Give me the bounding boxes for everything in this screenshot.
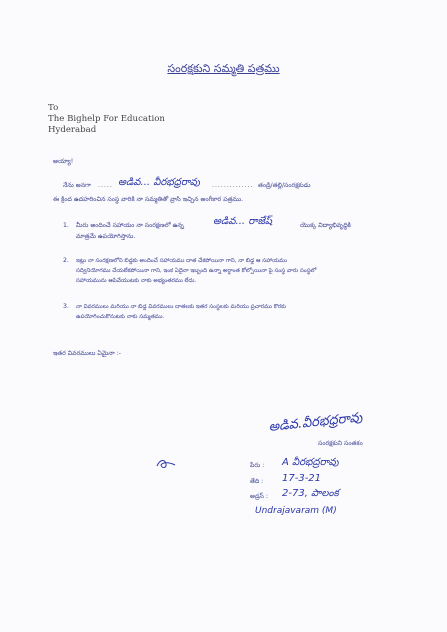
item-1-text-pre: మీరు అందించే సహాయం నా సంరక్షణలో ఉన్న [76, 222, 184, 229]
recipient-to: To [48, 103, 59, 113]
intro-dots-left: ..... [98, 182, 113, 189]
item-2-line-2: సద్వినియోగము చేయలేకపోయినా గాని, ఇంక ఏదైనా ఇబ్బంది ఉన్నా అర్థాంత కోల్పోయినా పై సంస్థ వారు సంస్థలో [76, 268, 317, 274]
item-3-line-2: ఉపయోగించుకొనుటకు నాకు సమ్మతము. [76, 314, 165, 320]
scribble-mark [155, 456, 177, 472]
item-1-number: 1. [63, 222, 69, 229]
guardian-signature-handwritten: అడివ.వీరభధ్రరావు [268, 410, 364, 435]
page-title: సంరక్షకుని సమ్మతి పత్రము [167, 62, 280, 75]
field-name-value: A వీరభద్రరావు [282, 457, 339, 468]
item-1-line-2: మాత్రమే ఉపయోగిస్తాను. [76, 233, 136, 240]
item-3-number: 3. [63, 303, 69, 310]
child-name-handwritten: అడివ... రాజేష్ [213, 216, 273, 227]
signature-label: సంరక్షకుని సంతకం [318, 440, 363, 447]
intro-dots-right: .............. [212, 182, 254, 189]
item-3-line-1: నా వివరములు మరియు నా బిడ్డ వివరములు దాతలకు ఇతర సంస్థలకు మరియు ప్రచారము కొరకు [76, 304, 287, 310]
field-date-label: తేది : [250, 478, 264, 485]
item-2-number: 2. [63, 257, 69, 264]
recipient-organization: The Bighelp For Education [48, 114, 165, 124]
field-date-value: 17-3-21 [282, 473, 322, 484]
field-address-value: 2-73, పాలంక [282, 488, 339, 499]
item-2-line-3: సహాయమును ఆపివేయుటకు నాకు అభ్యంతరము లేదు. [76, 278, 197, 284]
other-details-label: ఇతర వివరములు ఏమైనా :- [53, 350, 122, 357]
field-name-label: పేరు : [250, 462, 265, 469]
guardian-name-handwritten: అడివ... వీరభధ్రరావు [118, 177, 200, 188]
item-2-line-1: ఇట్లు నా సంరక్షణలోని బిడ్డకు అందించే సహాయము దాత చేకపోయినా గాని, నా బిడ్డ ఆ సహాయము [76, 258, 288, 264]
intro-suffix: తండ్రి/తల్లి/సంరక్షకుడు [258, 182, 311, 189]
intro-line-2: ఈ క్రింద ఉదహరించిన సంస్థ వారికి నా సమ్మతితో వ్రాసి ఇచ్చిన అంగీకార పత్రము. [53, 196, 244, 203]
item-1-text-post: యొక్క విద్యాభివృద్ధికి [300, 222, 351, 229]
salutation: అయ్యా! [53, 158, 74, 165]
intro-prefix: నేను అనగా [63, 182, 91, 189]
field-address-line-2: Undrajavaram (M) [255, 506, 337, 516]
field-address-label: అడ్రస్ : [250, 493, 268, 500]
recipient-city: Hyderabad [48, 125, 97, 135]
